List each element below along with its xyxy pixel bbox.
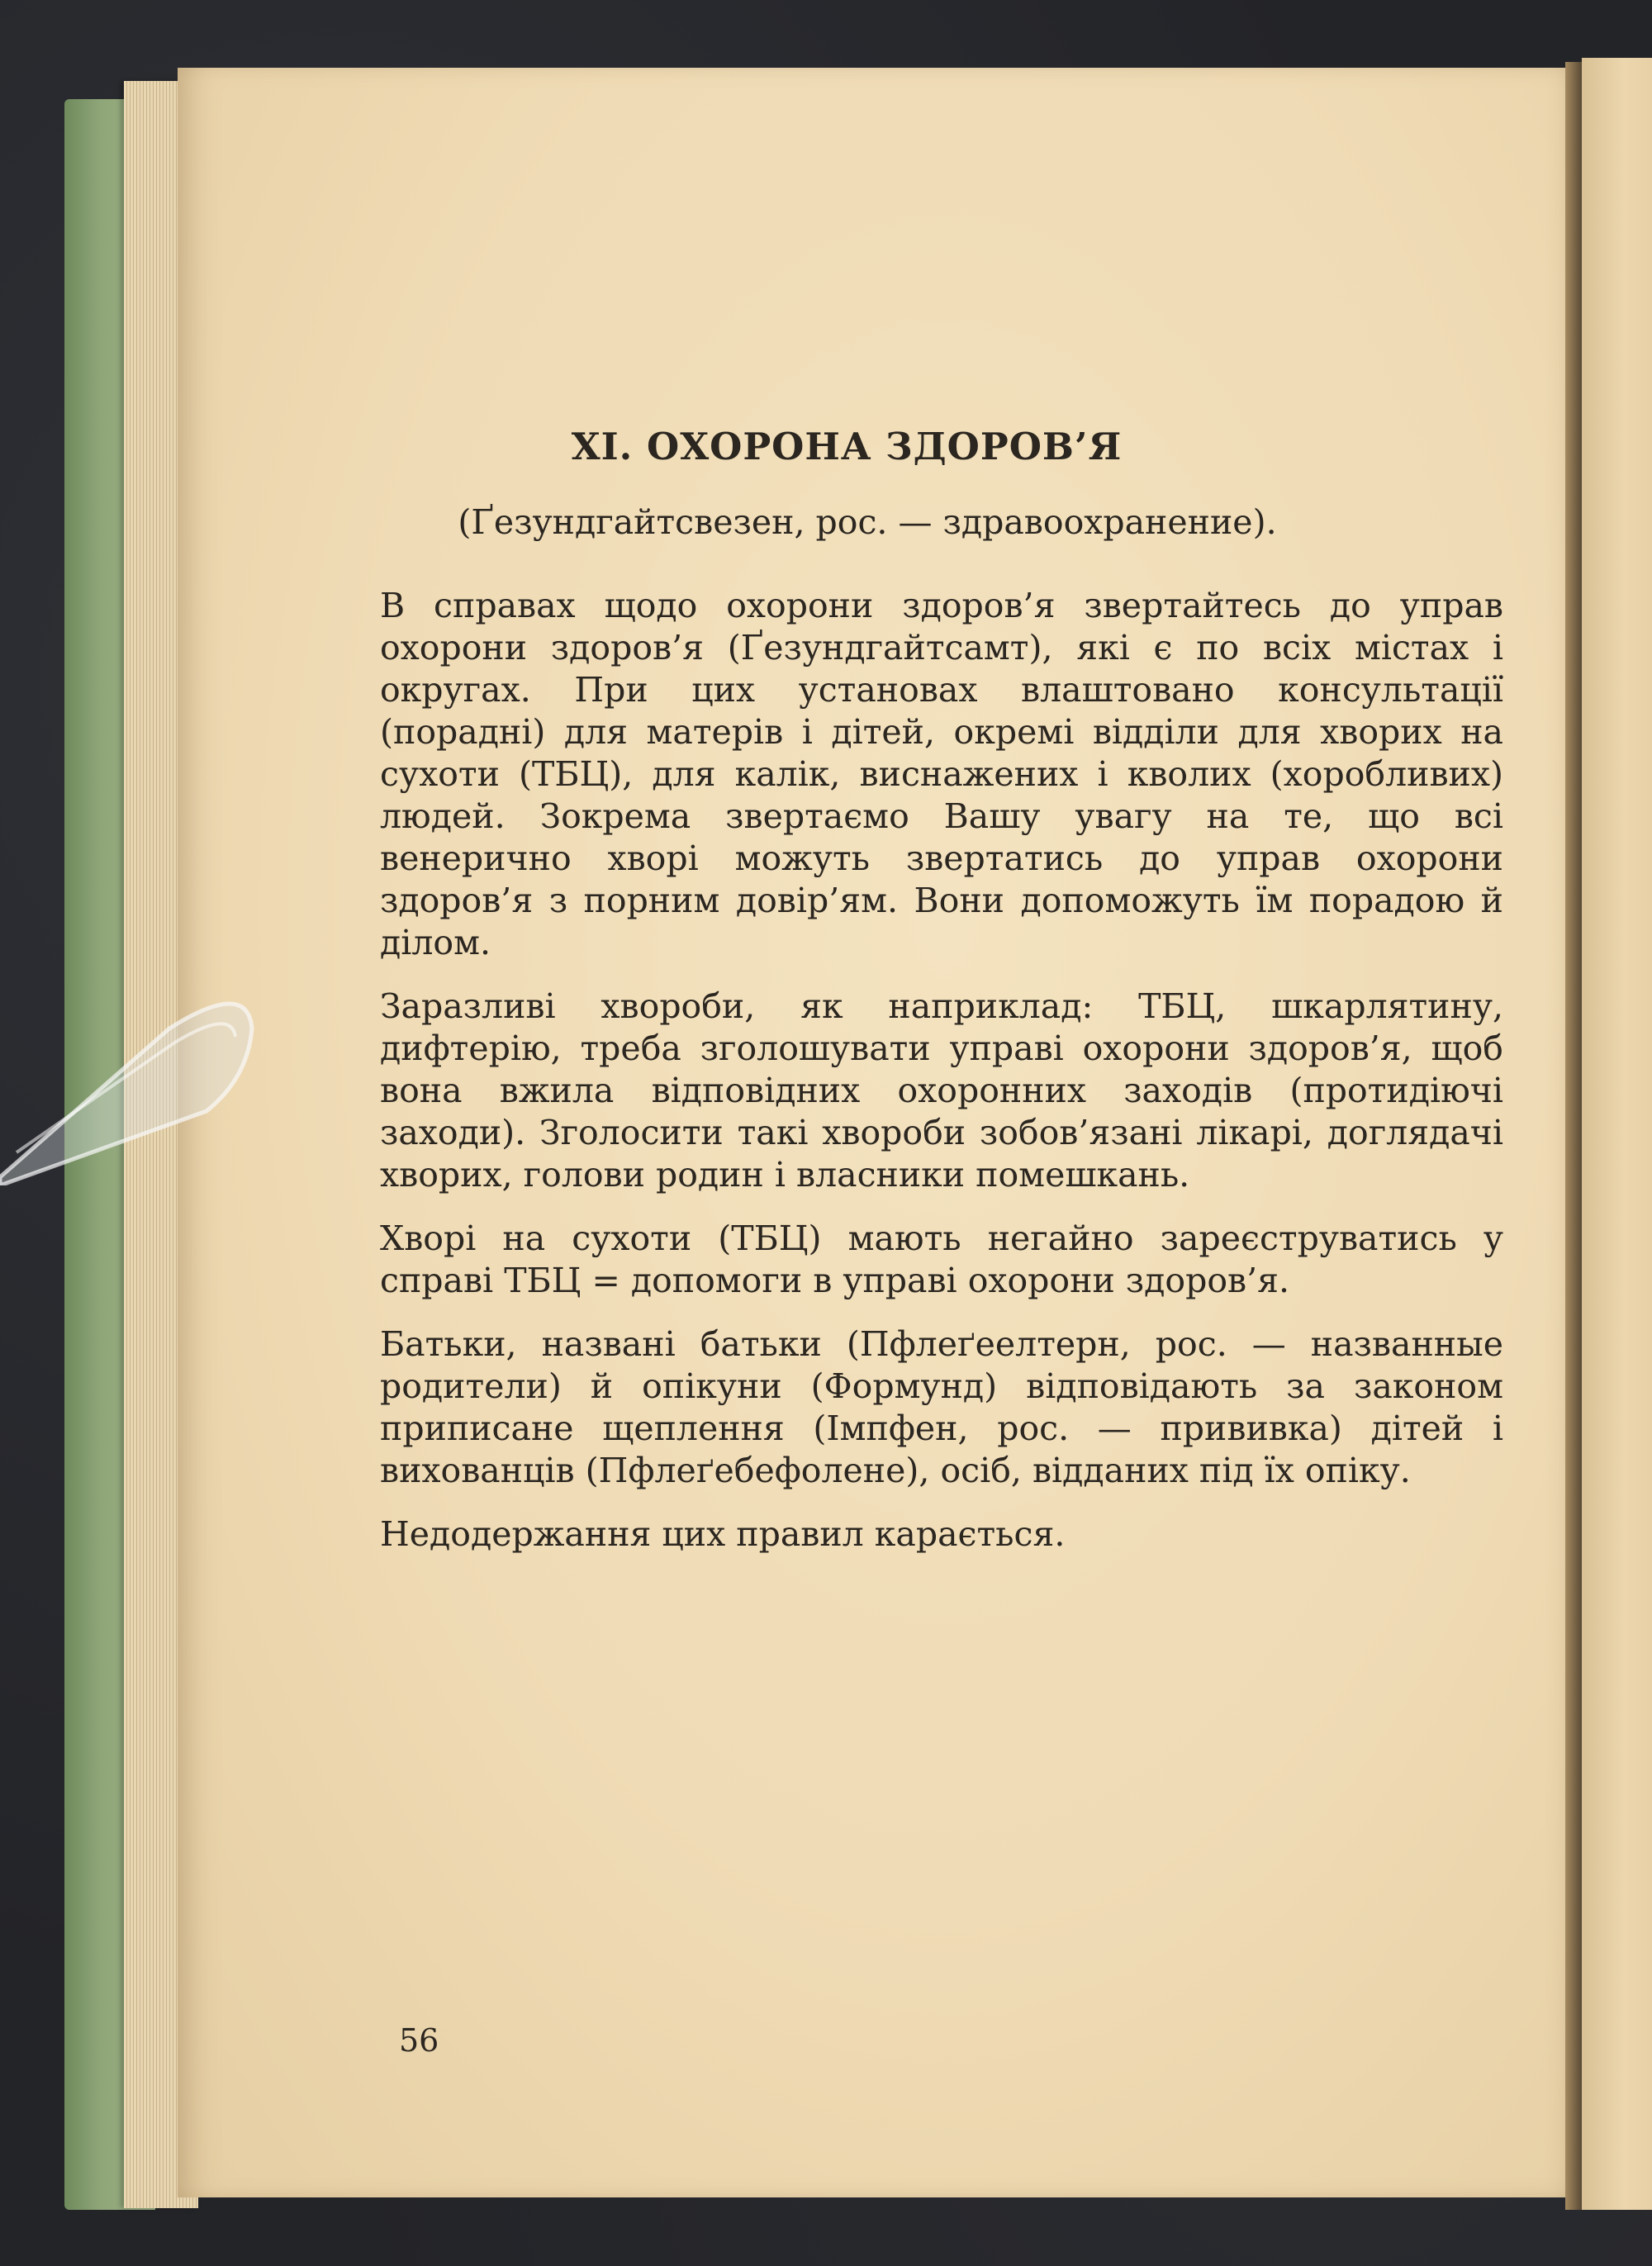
body-text — [380, 585, 1503, 1577]
page-title: XI. ОХОРОНА ЗДОРОВ’Я — [571, 425, 1123, 468]
page-subtitle: (Ґезундгайтсвезен, рос. — здравоохранение). — [458, 502, 1277, 542]
paragraph: В справах щодо охорони здоров’я звертайтесь до управ охорони здоров’я (Ґезундгайтсамт), які є по всіх містах і округах. При цих установах влаштовано консультації (порадні) для матерів і дітей, окремі відділи для хворих на сухоти (ТБЦ), для калік, виснажених і кволих (хоробливих) людей. Зокрема звертаємо Вашу увагу на те, що всі венерично хворі можуть звертатись до управ охорони здоров’я з порним довір’ям. Вони допоможуть їм порадою й ділом. — [380, 586, 1503, 962]
book-gutter — [1565, 62, 1582, 2210]
paragraph: Недодержання цих правил карається. — [380, 1514, 1066, 1554]
paragraph: Заразливі хвороби, як наприклад: ТБЦ, шкарлятину, дифтерію, треба зголошувати управі охорони здоров’я, щоб вона вжила відповідних охоронних заходів (протидіючі заходи). Зголосити такі хвороби зобов’язані лікарі, доглядачі хворих, голови родин і власники помешкань. — [380, 986, 1503, 1195]
page-number: 56 — [399, 2022, 439, 2059]
next-page-edge — [1582, 58, 1652, 2210]
paragraph: Батьки, названі батьки (Пфлеґеелтерн, рос. — названные родители) й опікуни (Формунд) відповідають за законом приписане щеплення (Імпфен, рос. — прививка) дітей і вихованців (Пфлеґебефолене), осіб, відданих під їх опіку. — [380, 1324, 1503, 1490]
paragraph: Хворі на сухоти (ТБЦ) мають негайно зареєструватись у справі ТБЦ = допомоги в управі охорони здоров’я. — [380, 1219, 1503, 1300]
